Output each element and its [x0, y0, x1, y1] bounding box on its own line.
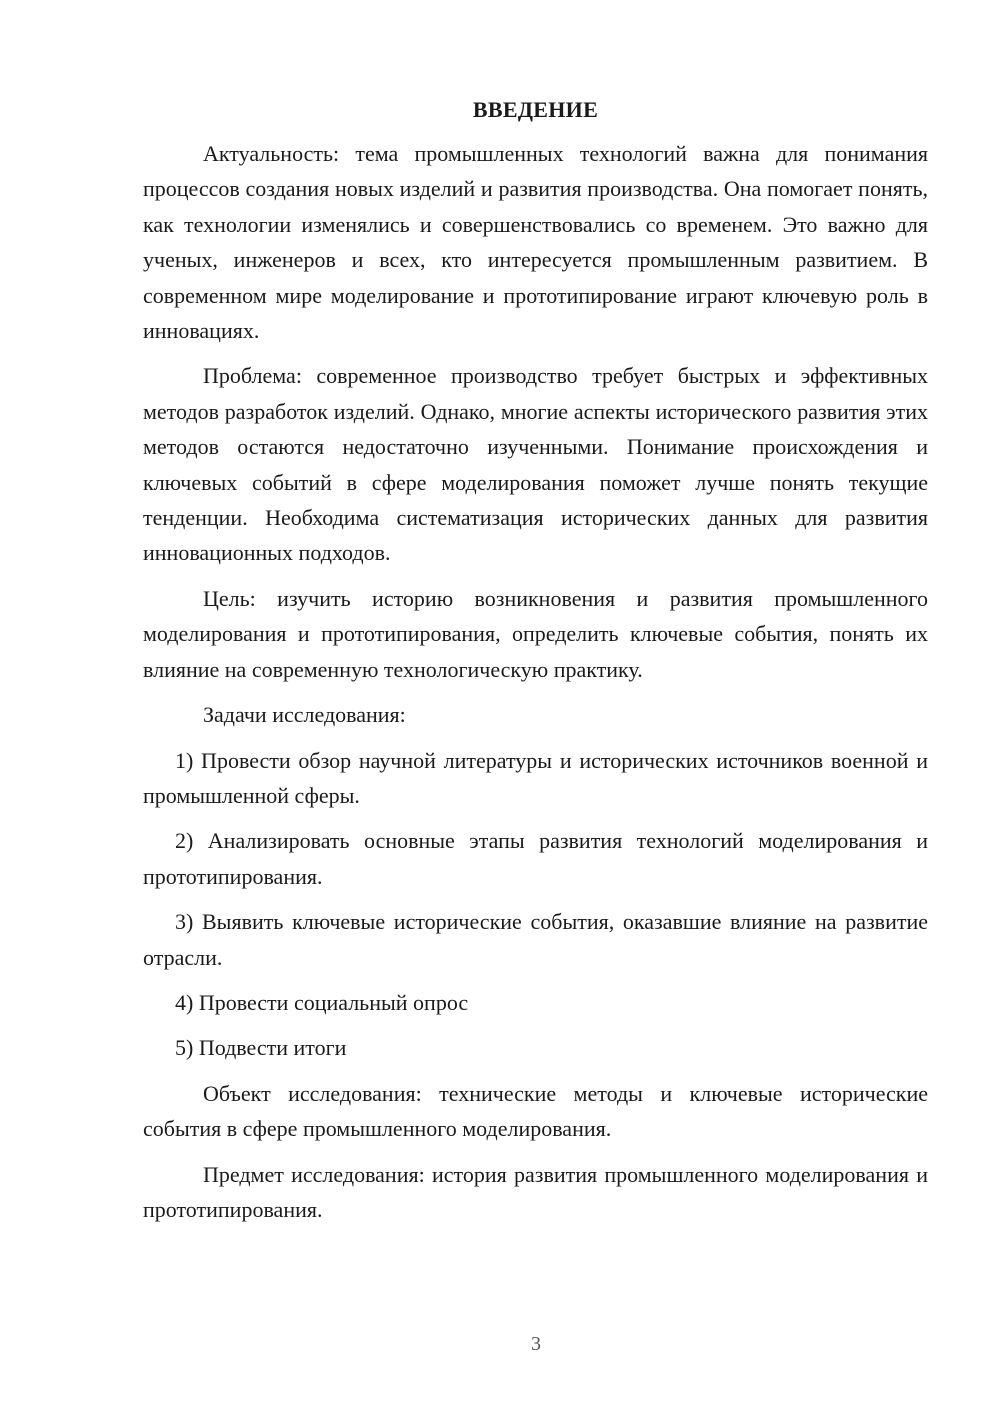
- tasks-heading: Задачи исследования:: [203, 702, 406, 728]
- task-item-5: 5) Подвести итоги: [175, 1035, 347, 1061]
- task-item-1: 1) Провести обзор научной литературы и исторических источников военной и промышленной сферы.: [143, 747, 928, 808]
- object-paragraph: Объект исследования: технические методы и ключевые исторические события в сфере промышленного моделирования.: [143, 1080, 928, 1142]
- page-number: 3: [531, 1333, 541, 1355]
- goal-paragraph: Цель: изучить историю возникновения и развития промышленного моделирования и прототипирования, определить ключевые события, понять их влияние на современную технологическую практику.: [143, 585, 928, 682]
- relevance-paragraph: Актуальность: тема промышленных технологий важна для понимания процессов создания новых изделий и развития производства. Она помогает понять, как технологии изменялись и совершенствовались со временем. Это важно для ученых, инженеров и всех, кто интересуется промышленным развитием. В современном мире моделирование и прототипирование играют ключевую роль в инновациях.: [143, 141, 928, 344]
- page-title: ВВЕДЕНИЕ: [472, 97, 599, 122]
- task-item-3: 3) Выявить ключевые исторические события, оказавшие влияние на развитие отрасли.: [143, 909, 928, 970]
- problem-paragraph: Проблема: современное производство требует быстрых и эффективных методов разработок изделий. Однако, многие аспекты исторического развития этих методов остаются недостаточно изученными. Понимание происхождения и ключевых событий в сфере моделирования поможет лучше понять текущие тенденции. Необходима систематизация исторических данных для развития инновационных подходов.: [143, 363, 928, 566]
- task-item-4: 4) Провести социальный опрос: [175, 989, 469, 1015]
- subject-paragraph: Предмет исследования: история развития промышленного моделирования и прототипирования.: [143, 1161, 928, 1222]
- task-item-2: 2) Анализировать основные этапы развития технологий моделирования и прототипирования.: [143, 828, 928, 889]
- document-page: [143, 92, 928, 1227]
